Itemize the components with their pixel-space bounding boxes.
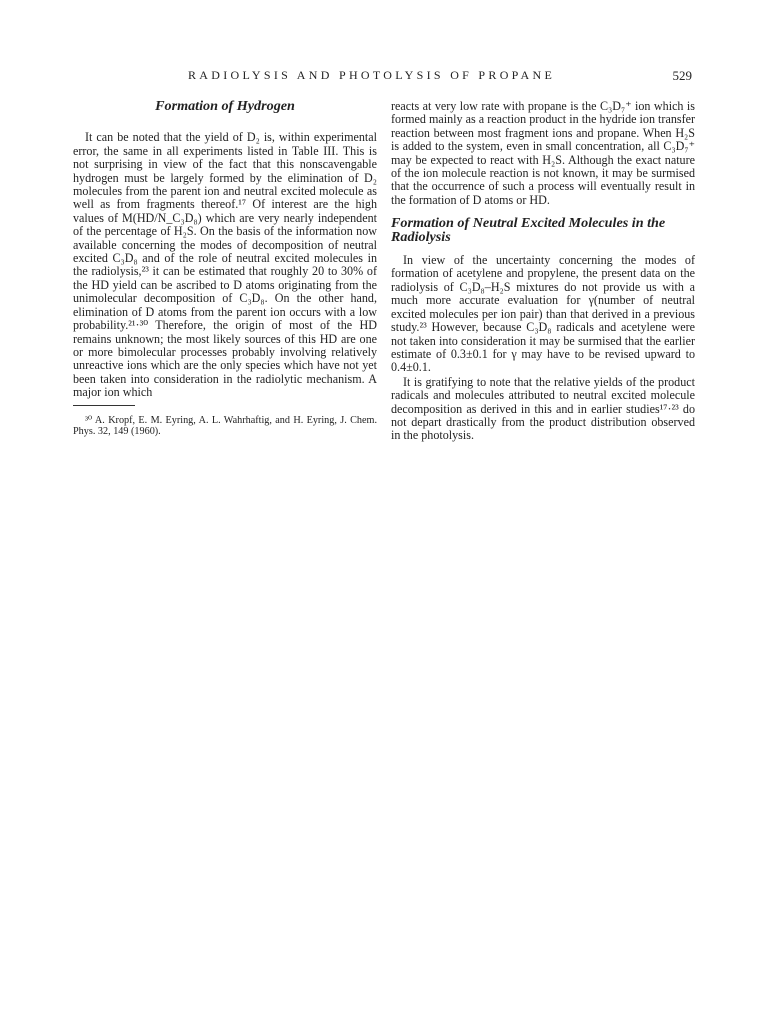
paragraph-continuation: reacts at very low rate with propane is the C₃D₇⁺ ion which is formed mainly as a reaction product in the hydride ion transfer reaction between most fragment ions and propane. When H₂S is added to the system, even in small concentration, all C₃D₇⁺ may be expected to react with H₂S. Although the exact nature of the ion molecule reaction is not known, it may be surmised that the occurrence of such a process will eventually result in the formation of D atoms or HD. <box>391 99 695 207</box>
paragraph-gamma-estimate: In view of the uncertainty concerning the modes of formation of acetylene and propylene, the present data on the radiolysis of C₃D₈–H₂S mixtures do not provide us with a much more accurate evaluation for γ(number of neutral excited molecules per ion pair) than that derived in a previous study.²³ However, because C₃D₈ radicals and acetylene were not taken into consideration it may be surmised that the earlier estimate of 0.3±0.1 for γ may have to be revised upward to 0.4±0.1. <box>391 253 695 375</box>
paragraph-hydrogen: It can be noted that the yield of D₂ is, within experimental error, the same in all experiments listed in Table III. This is not surprising in view of the fact that this nonscavengable hydrogen must be largely formed by the elimination of D₂ molecules from the parent ion and neutral excited molecule as well as from fragments thereof.¹⁷ Of interest are the high values of M(HD/N_C₃D₈) which are very nearly independent of the percentage of H₂S. On the basis of the information now available concerning the modes of decomposition of neutral excited C₃D₈ and of the role of neutral excited molecules in the radiolysis,²³ it can be estimated that roughly 20 to 30% of the HD yield can be ascribed to D atoms originating from the unimolecular decomposition of C₃D₈. On the other hand, elimination of D atoms from the parent ion occurs with a low probability.²¹·³⁰ Therefore, the origin of most of the HD remains unknown; the most likely sources of this HD are one or more bimolecular processes probably involving relatively unreactive ions which are the only species which have not yet been taken into consideration in the radiolytic mechanism. A major ion which <box>73 130 377 400</box>
page-number: 529 <box>672 68 692 83</box>
footnote-divider <box>73 405 135 406</box>
left-column <box>73 100 377 438</box>
paragraph-relative-yields: It is gratifying to note that the relative yields of the product radicals and molecules attributed to neutral excited molecule decomposition as derived in this and in earlier studies¹⁷·²³ do not depart drastically from the product distribution observed in the photolysis. <box>391 374 695 443</box>
running-title: RADIOLYSIS AND PHOTOLYSIS OF PROPANE <box>188 68 556 82</box>
footnote-30: ³⁰ A. Kropf, E. M. Eyring, A. L. Wahrhaftig, and H. Eyring, J. Chem. Phys. 32, 149 (1960). <box>73 414 377 438</box>
section-heading-neutral-excited: Formation of Neutral Excited Molecules in the Radiolysis <box>391 215 666 245</box>
section-heading-hydrogen: Formation of Hydrogen <box>155 98 295 114</box>
running-header <box>0 68 768 88</box>
right-column <box>391 100 695 443</box>
